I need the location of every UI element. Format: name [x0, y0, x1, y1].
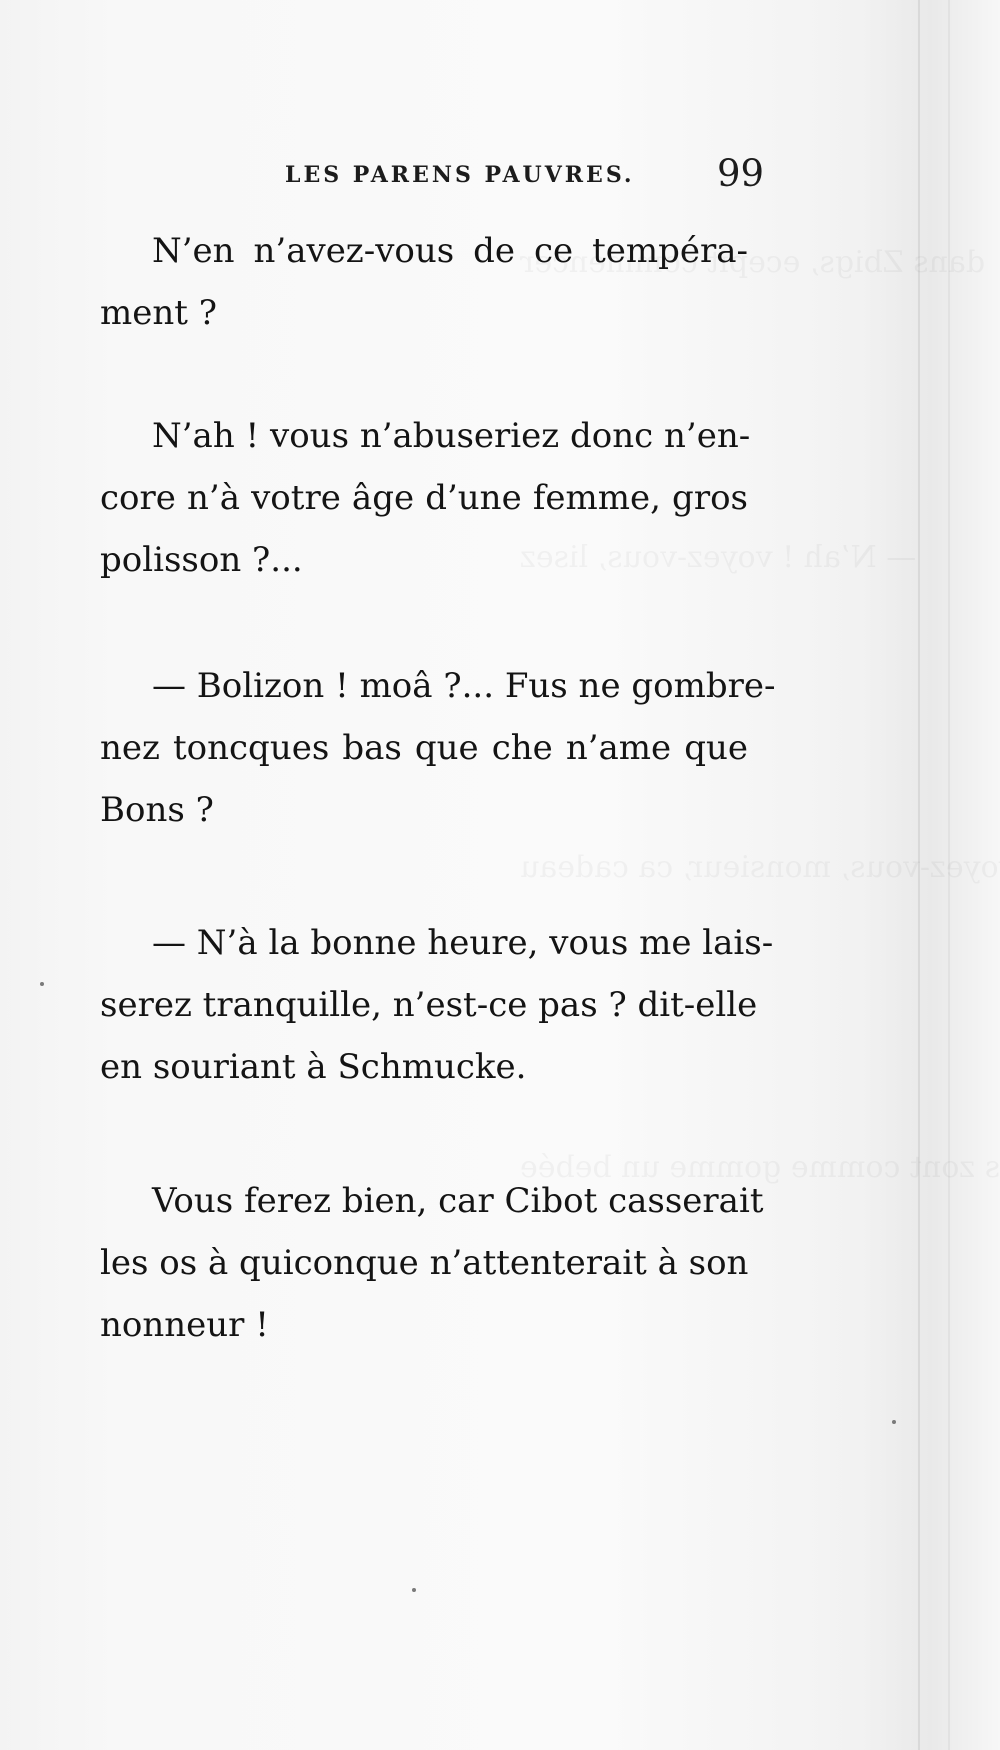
text-line: les os à quiconque n’attenterait à son	[100, 1243, 749, 1283]
text-line: — N’à la bonne heure, vous me lais-	[152, 923, 774, 963]
text-line: ment ?	[100, 293, 217, 333]
text-line: nez toncques bas que che n’ame que	[100, 728, 748, 768]
paper-speck	[40, 982, 44, 986]
paper-speck	[892, 1420, 896, 1424]
text-line: nonneur !	[100, 1305, 269, 1345]
page-number: 99	[717, 152, 765, 195]
text-line: — Bolizon ! moâ ?... Fus ne gombre-	[152, 666, 776, 706]
paper-speck	[412, 1588, 416, 1592]
text-line: N’ah ! vous n’abuseriez donc n’en-	[152, 416, 751, 456]
paragraph	[100, 220, 748, 344]
text-line: N’en n’avez-vous de ce tempéra-	[152, 231, 748, 271]
text-line: serez tranquille, n’est-ce pas ? dit-elle	[100, 985, 758, 1025]
text-line: Vous ferez bien, car Cibot casserait	[152, 1181, 764, 1221]
running-head: LES PARENS PAUVRES.	[285, 162, 635, 188]
text-line: en souriant à Schmucke.	[100, 1047, 527, 1087]
paragraph	[100, 1170, 764, 1356]
bleed-through-text	[520, 850, 1000, 885]
text-line: core n’à votre âge d’une femme, gros	[100, 478, 748, 518]
paragraph	[100, 405, 751, 591]
paragraph	[100, 912, 774, 1098]
text-line: Bons ?	[100, 790, 214, 830]
paragraph	[100, 655, 776, 841]
text-line: polisson ?...	[100, 540, 303, 580]
